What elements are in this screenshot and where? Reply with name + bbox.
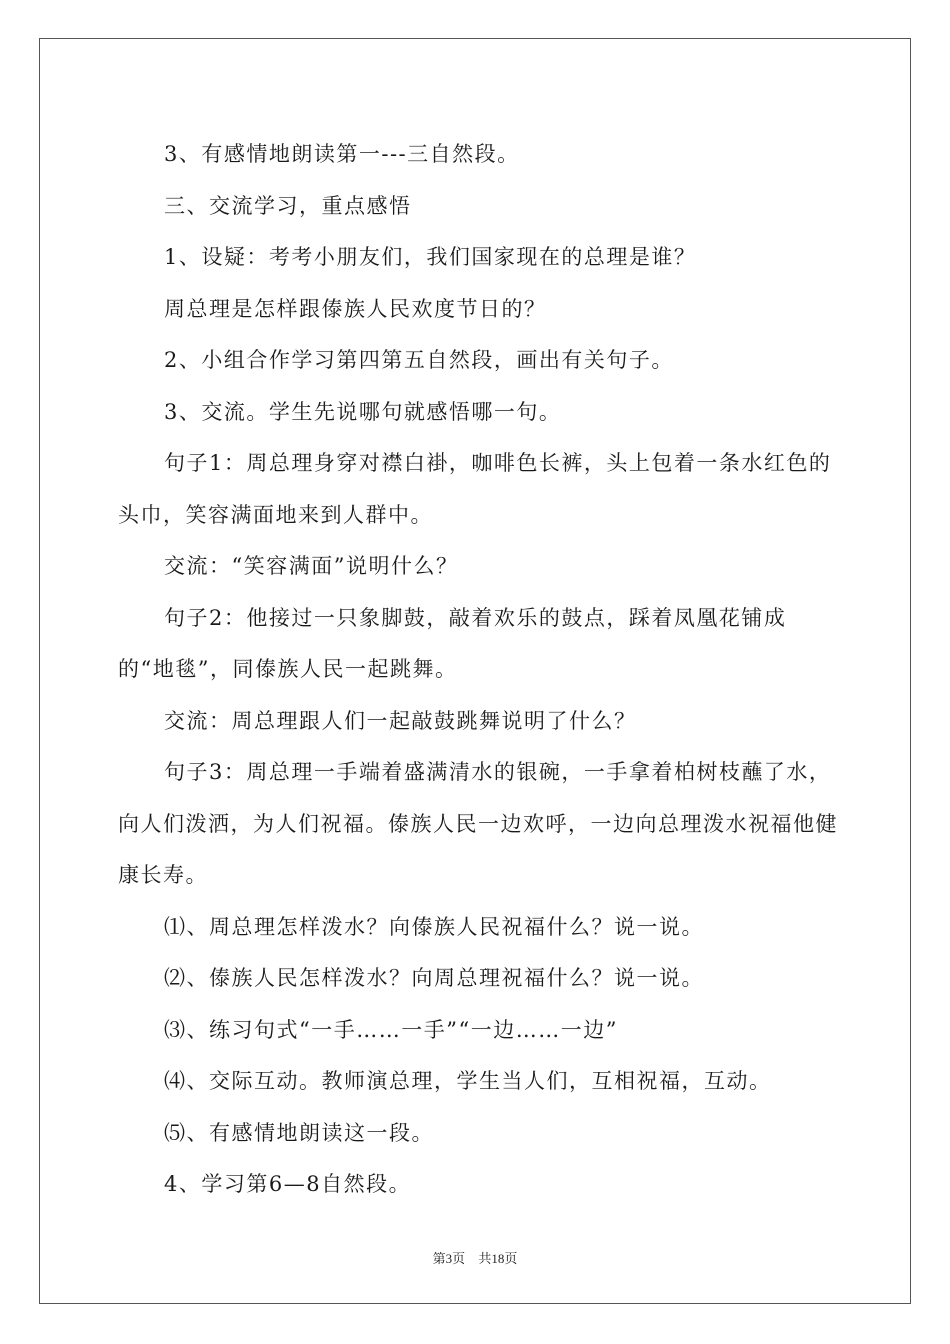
paragraph-7: 句子1：周总理身穿对襟白褂，咖啡色长裤，头上包着一条水红色的头巾，笑容满面地来到人群中。 (118, 451, 832, 527)
paragraph-6: 3、交流。学生先说哪句就感悟哪一句。 (164, 399, 562, 424)
paragraph-9: 句子2：他接过一只象脚鼓，敲着欢乐的鼓点，踩着凤凰花铺成的“地毯”，同傣族人民一起跳舞。 (118, 605, 787, 681)
paragraph-4: 周总理是怎样跟傣族人民欢度节日的？ (164, 296, 547, 321)
page-number: 第3页 (432, 1251, 466, 1266)
paragraph-3: 1、设疑：考考小朋友们，我们国家现在的总理是谁？ (164, 245, 697, 269)
paragraph-13: ⑵、傣族人民怎样泼水？向周总理祝福什么？说一说。 (164, 966, 704, 990)
paragraph-17: 4、学习第6—8自然段。 (164, 1172, 412, 1196)
paragraph-5: 2、小组合作学习第四第五自然段，画出有关句子。 (164, 348, 674, 372)
paragraph-12: ⑴、周总理怎样泼水？向傣族人民祝福什么？说一说。 (164, 914, 704, 939)
page-footer (0, 1248, 950, 1267)
paragraph-8: 交流：“笑容满面”说明什么？ (164, 554, 459, 578)
paragraph-11: 句子3：周总理一手端着盛满清水的银碗，一手拿着柏树枝蘸了水，向人们泼洒，为人们祝福。傣族人民一边欢呼，一边向总理泼水祝福他健康长寿。 (118, 760, 838, 887)
document-body (118, 129, 838, 1211)
paragraph-10: 交流：周总理跟人们一起敲鼓跳舞说明了什么？ (164, 708, 637, 733)
paragraph-15: ⑷、交际互动。教师演总理，学生当人们，互相祝福，互动。 (164, 1069, 772, 1093)
paragraph-1: 3、有感情地朗读第一---三自然段。 (164, 142, 520, 166)
paragraph-16: ⑸、有感情地朗读这一段。 (164, 1120, 434, 1145)
paragraph-2: 三、交流学习，重点感悟 (164, 193, 412, 218)
page-total: 共18页 (478, 1251, 518, 1266)
paragraph-14: ⑶、练习句式“一手……一手”“一边……一边” (164, 1017, 618, 1042)
